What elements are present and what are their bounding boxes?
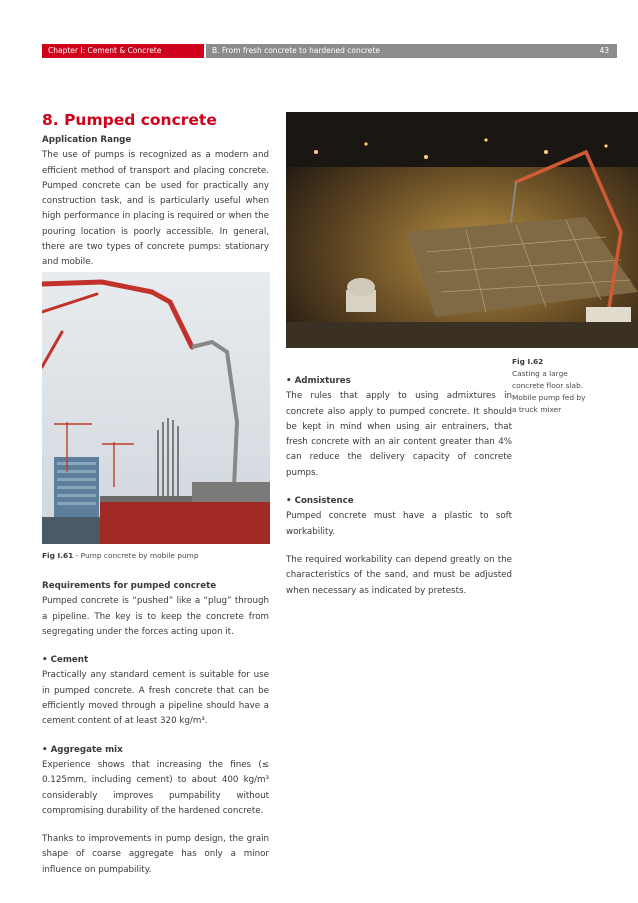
requirements-heading: Requirements for pumped concrete [42,581,217,591]
figure-62-label: Fig I.62 [512,357,544,366]
cement-body: Practically any standard cement is suitable for use in pumped concrete. A fresh concrete that can be efficiently moved through a pipeline should have a cement content of at least 320 kg/m³. [42,670,269,727]
application-range-body: The use of pumps is recognized as a modern and efficient method of transport and placing concrete. Pumped concrete can be used for practically any construction task, and is particularly useful when high performance in placing is required or when the pouring location is poorly accessible. In general, there are two types of concrete pumps: stationary and mobile. [42,150,269,268]
page-number: 43 [599,46,609,55]
cement-heading: • Cement [42,655,89,666]
construction-site-photo [286,112,638,348]
section-title: B. From fresh concrete to hardened concrete [212,46,380,55]
mobile-pump-photo [42,272,270,544]
middle-column [286,374,512,599]
section-header [206,44,617,58]
figure-61-label: Fig I.61 [42,551,74,560]
chapter-title: Chapter I: Cement & Concrete [48,46,162,55]
application-range-heading: Application Range [42,135,132,145]
aggregate-heading: • Aggregate mix [42,744,123,755]
figure-61-text: - Pump concrete by mobile pump [73,551,199,560]
application-range-section [42,133,269,271]
chapter-header [42,44,204,58]
pump-design-paragraph: Thanks to improvements in pump design, the grain shape of coarse aggregate has only a minor influence on pumpability. [42,834,269,875]
figure-62-text: Casting a large concrete floor slab. Mobile pump fed by a truck mixer [512,369,586,414]
requirements-body: Pumped concrete is “pushed” like a “plug” through a pipeline. The key is to keep the concrete from segregating under the forces acting upon it. [42,596,269,637]
requirements-section [42,579,269,878]
consistence-heading: • Consistence [286,496,354,507]
figure-62-caption [512,356,592,416]
admixtures-body: The rules that apply to using admixtures in concrete also apply to pumped concrete. It should be kept in mind when using air entrainers, that fresh concrete with an air content greater than 4% can reduce the delivery capacity of concrete pumps. [286,391,512,478]
aggregate-body: Experience shows that increasing the fines (≤ 0.125mm, including cement) to about 400 kg/m³ considerably improves pumpability without compromising durability of the hardened concrete. [42,759,269,816]
admixtures-heading: • Admixtures [286,376,351,386]
figure-61-caption [42,551,199,560]
consistence-body: Pumped concrete must have a plastic to soft workability. [286,511,512,537]
workability-paragraph: The required workability can depend greatly on the characteristics of the sand, and must be adjusted when necessary as indicated by pretests. [286,554,512,596]
page-title: 8. Pumped concrete [42,111,217,129]
